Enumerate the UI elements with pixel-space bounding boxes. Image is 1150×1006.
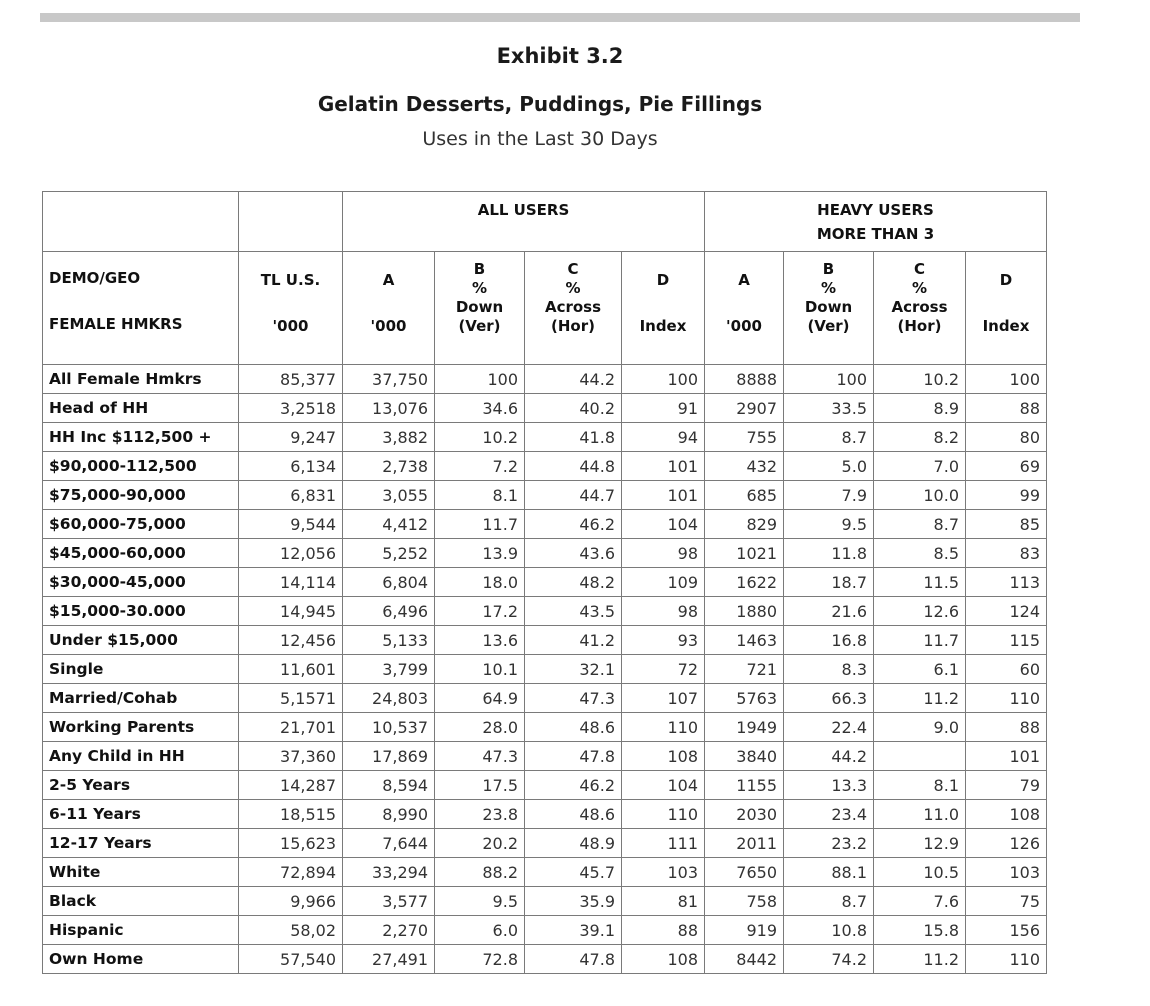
all-d-cell: 93	[622, 626, 705, 655]
heavy-b-cell: 66.3	[784, 684, 874, 713]
heavy-c-cell: 7.0	[874, 452, 966, 481]
heavy-c-cell: 10.5	[874, 858, 966, 887]
heavy-d-cell: 108	[966, 800, 1047, 829]
tl-us-cell: 12,056	[239, 539, 343, 568]
all-c-cell: 44.2	[525, 365, 622, 394]
heavy-b-cell: 8.3	[784, 655, 874, 684]
row-label: Under $15,000	[43, 626, 239, 655]
tl-us-cell: 3,2518	[239, 394, 343, 423]
heavy-a-cell: 685	[705, 481, 784, 510]
heavy-d-cell: 88	[966, 394, 1047, 423]
tl-us-header: TL U.S. '000	[239, 252, 343, 365]
heavy-d-cell: 85	[966, 510, 1047, 539]
heavy-b-cell: 7.9	[784, 481, 874, 510]
tl-us-cell: 85,377	[239, 365, 343, 394]
all-d-cell: 110	[622, 800, 705, 829]
heavy-b-cell: 23.4	[784, 800, 874, 829]
heavy-c-cell: 10.0	[874, 481, 966, 510]
all-d-cell: 107	[622, 684, 705, 713]
row-label: 6-11 Years	[43, 800, 239, 829]
heavy-d-cell: 115	[966, 626, 1047, 655]
all-c-cell: 47.8	[525, 742, 622, 771]
row-label: $30,000-45,000	[43, 568, 239, 597]
heavy-a-cell: 755	[705, 423, 784, 452]
all-b-cell: 47.3	[435, 742, 525, 771]
all-d-cell: 98	[622, 597, 705, 626]
all-c-cell: 48.6	[525, 800, 622, 829]
table-subtitle: Uses in the Last 30 Days	[422, 128, 658, 150]
all-c-cell: 48.2	[525, 568, 622, 597]
heavy-a-cell: 1463	[705, 626, 784, 655]
heavy-c-cell: 11.0	[874, 800, 966, 829]
heavy-a-cell: 7650	[705, 858, 784, 887]
tl-us-cell: 5,1571	[239, 684, 343, 713]
all-d-cell: 110	[622, 713, 705, 742]
heavy-a-cell: 1880	[705, 597, 784, 626]
all-d-cell: 72	[622, 655, 705, 684]
heavy-c-cell: 11.5	[874, 568, 966, 597]
all-a-cell: 6,804	[343, 568, 435, 597]
tl-us-cell: 72,894	[239, 858, 343, 887]
all-a-cell: 3,055	[343, 481, 435, 510]
all-c-cell: 41.8	[525, 423, 622, 452]
all-c-cell: 43.5	[525, 597, 622, 626]
all-d-header: D Index	[622, 252, 705, 365]
all-b-cell: 100	[435, 365, 525, 394]
row-label: 12-17 Years	[43, 829, 239, 858]
all-b-cell: 10.2	[435, 423, 525, 452]
all-c-cell: 46.2	[525, 771, 622, 800]
heavy-b-cell: 5.0	[784, 452, 874, 481]
all-b-cell: 13.6	[435, 626, 525, 655]
all-d-cell: 94	[622, 423, 705, 452]
table-row	[43, 916, 1047, 945]
table-row	[43, 481, 1047, 510]
all-b-cell: 34.6	[435, 394, 525, 423]
heavy-b-cell: 18.7	[784, 568, 874, 597]
all-c-cell: 44.8	[525, 452, 622, 481]
heavy-d-cell: 99	[966, 481, 1047, 510]
row-label: All Female Hmkrs	[43, 365, 239, 394]
exhibit-label: Exhibit 3.2	[496, 44, 624, 68]
all-b-cell: 17.5	[435, 771, 525, 800]
heavy-a-cell: 8442	[705, 945, 784, 974]
heavy-d-cell: 80	[966, 423, 1047, 452]
heavy-a-cell: 829	[705, 510, 784, 539]
all-a-cell: 27,491	[343, 945, 435, 974]
heavy-b-cell: 74.2	[784, 945, 874, 974]
heavy-d-cell: 75	[966, 887, 1047, 916]
row-label: 2-5 Years	[43, 771, 239, 800]
all-a-cell: 4,412	[343, 510, 435, 539]
heavy-c-cell: 8.7	[874, 510, 966, 539]
all-d-cell: 108	[622, 742, 705, 771]
heavy-b-header: B % Down (Ver)	[784, 252, 874, 365]
table-row	[43, 771, 1047, 800]
heavy-a-cell: 1622	[705, 568, 784, 597]
heavy-d-cell: 60	[966, 655, 1047, 684]
tl-us-cell: 21,701	[239, 713, 343, 742]
tl-us-cell: 18,515	[239, 800, 343, 829]
all-c-cell: 39.1	[525, 916, 622, 945]
tl-us-cell: 37,360	[239, 742, 343, 771]
heavy-a-cell: 2030	[705, 800, 784, 829]
all-a-cell: 6,496	[343, 597, 435, 626]
all-c-cell: 44.7	[525, 481, 622, 510]
heavy-a-cell: 919	[705, 916, 784, 945]
heavy-d-cell: 69	[966, 452, 1047, 481]
all-c-cell: 48.9	[525, 829, 622, 858]
heavy-b-cell: 33.5	[784, 394, 874, 423]
row-label: Hispanic	[43, 916, 239, 945]
all-b-cell: 18.0	[435, 568, 525, 597]
heavy-a-cell: 1949	[705, 713, 784, 742]
heavy-c-cell: 11.2	[874, 684, 966, 713]
heavy-c-cell: 8.2	[874, 423, 966, 452]
all-d-cell: 104	[622, 510, 705, 539]
heavy-a-cell: 1155	[705, 771, 784, 800]
all-d-cell: 91	[622, 394, 705, 423]
heavy-c-cell: 11.2	[874, 945, 966, 974]
heavy-c-cell: 8.5	[874, 539, 966, 568]
all-d-cell: 101	[622, 452, 705, 481]
heavy-d-cell: 124	[966, 597, 1047, 626]
heavy-c-cell: 12.9	[874, 829, 966, 858]
row-label: $90,000-112,500	[43, 452, 239, 481]
all-a-cell: 2,738	[343, 452, 435, 481]
heavy-a-cell: 2011	[705, 829, 784, 858]
heavy-c-header: C % Across (Hor)	[874, 252, 966, 365]
all-a-cell: 24,803	[343, 684, 435, 713]
all-b-cell: 13.9	[435, 539, 525, 568]
all-d-cell: 111	[622, 829, 705, 858]
table-row	[43, 829, 1047, 858]
row-label: $45,000-60,000	[43, 539, 239, 568]
all-a-cell: 5,252	[343, 539, 435, 568]
all-d-cell: 101	[622, 481, 705, 510]
row-label: White	[43, 858, 239, 887]
all-d-cell: 88	[622, 916, 705, 945]
heavy-a-cell: 2907	[705, 394, 784, 423]
table-row	[43, 394, 1047, 423]
heavy-b-cell: 23.2	[784, 829, 874, 858]
heavy-d-cell: 100	[966, 365, 1047, 394]
demo-geo-header: DEMO/GEO FEMALE HMKRS	[43, 252, 239, 365]
tl-us-cell: 15,623	[239, 829, 343, 858]
table-title: Gelatin Desserts, Puddings, Pie Fillings	[317, 92, 763, 116]
heavy-c-cell: 10.2	[874, 365, 966, 394]
heavy-b-cell: 44.2	[784, 742, 874, 771]
tl-us-cell: 11,601	[239, 655, 343, 684]
all-c-cell: 46.2	[525, 510, 622, 539]
all-a-cell: 37,750	[343, 365, 435, 394]
heavy-c-cell: 8.9	[874, 394, 966, 423]
all-users-header: ALL USERS	[343, 192, 705, 252]
blank-header-cell	[239, 192, 343, 252]
all-d-cell: 98	[622, 539, 705, 568]
all-c-cell: 40.2	[525, 394, 622, 423]
all-a-cell: 17,869	[343, 742, 435, 771]
all-d-cell: 103	[622, 858, 705, 887]
row-label: HH Inc $112,500 +	[43, 423, 239, 452]
heavy-d-cell: 103	[966, 858, 1047, 887]
all-b-cell: 8.1	[435, 481, 525, 510]
row-label: $75,000-90,000	[43, 481, 239, 510]
row-label: $60,000-75,000	[43, 510, 239, 539]
heavy-b-cell: 88.1	[784, 858, 874, 887]
heavy-b-cell: 10.8	[784, 916, 874, 945]
all-d-cell: 104	[622, 771, 705, 800]
all-c-cell: 47.8	[525, 945, 622, 974]
heavy-c-cell: 6.1	[874, 655, 966, 684]
heavy-a-cell: 432	[705, 452, 784, 481]
tl-us-cell: 14,945	[239, 597, 343, 626]
tl-us-cell: 12,456	[239, 626, 343, 655]
heavy-b-cell: 9.5	[784, 510, 874, 539]
all-b-cell: 10.1	[435, 655, 525, 684]
heavy-d-cell: 88	[966, 713, 1047, 742]
all-d-cell: 109	[622, 568, 705, 597]
all-c-cell: 47.3	[525, 684, 622, 713]
table-row	[43, 452, 1047, 481]
all-c-cell: 48.6	[525, 713, 622, 742]
heavy-d-cell: 101	[966, 742, 1047, 771]
all-a-cell: 10,537	[343, 713, 435, 742]
all-b-cell: 23.8	[435, 800, 525, 829]
heavy-a-header: A '000	[705, 252, 784, 365]
heavy-c-cell: 12.6	[874, 597, 966, 626]
row-label: Own Home	[43, 945, 239, 974]
heavy-a-cell: 758	[705, 887, 784, 916]
heavy-a-cell: 8888	[705, 365, 784, 394]
tl-us-cell: 14,114	[239, 568, 343, 597]
all-a-header: A '000	[343, 252, 435, 365]
heavy-c-cell	[874, 742, 966, 771]
row-label: Single	[43, 655, 239, 684]
heavy-c-cell: 15.8	[874, 916, 966, 945]
row-label: Head of HH	[43, 394, 239, 423]
all-d-cell: 100	[622, 365, 705, 394]
row-label: Working Parents	[43, 713, 239, 742]
all-b-cell: 6.0	[435, 916, 525, 945]
all-b-cell: 17.2	[435, 597, 525, 626]
all-b-header: B % Down (Ver)	[435, 252, 525, 365]
all-b-cell: 64.9	[435, 684, 525, 713]
table-row	[43, 945, 1047, 974]
heavy-a-cell: 3840	[705, 742, 784, 771]
heavy-c-cell: 11.7	[874, 626, 966, 655]
table-row	[43, 742, 1047, 771]
all-b-cell: 28.0	[435, 713, 525, 742]
heavy-b-cell: 22.4	[784, 713, 874, 742]
top-rule	[40, 13, 1080, 22]
row-label: Black	[43, 887, 239, 916]
heavy-a-cell: 721	[705, 655, 784, 684]
all-b-cell: 20.2	[435, 829, 525, 858]
heavy-b-cell: 13.3	[784, 771, 874, 800]
group-header-row	[43, 192, 1047, 252]
row-label: Married/Cohab	[43, 684, 239, 713]
heavy-b-cell: 21.6	[784, 597, 874, 626]
heavy-d-cell: 83	[966, 539, 1047, 568]
all-a-cell: 3,882	[343, 423, 435, 452]
all-c-header: C % Across (Hor)	[525, 252, 622, 365]
table-row	[43, 800, 1047, 829]
heavy-d-cell: 110	[966, 945, 1047, 974]
tl-us-cell: 58,02	[239, 916, 343, 945]
table-row	[43, 568, 1047, 597]
heavy-c-cell: 7.6	[874, 887, 966, 916]
tl-us-cell: 14,287	[239, 771, 343, 800]
tl-us-cell: 57,540	[239, 945, 343, 974]
data-table	[42, 191, 1047, 974]
all-d-cell: 108	[622, 945, 705, 974]
all-a-cell: 8,594	[343, 771, 435, 800]
table-row	[43, 423, 1047, 452]
all-d-cell: 81	[622, 887, 705, 916]
all-a-cell: 3,577	[343, 887, 435, 916]
heavy-d-cell: 156	[966, 916, 1047, 945]
heavy-d-cell: 110	[966, 684, 1047, 713]
heavy-d-cell: 79	[966, 771, 1047, 800]
all-a-cell: 5,133	[343, 626, 435, 655]
row-label: $15,000-30.000	[43, 597, 239, 626]
all-a-cell: 2,270	[343, 916, 435, 945]
all-c-cell: 45.7	[525, 858, 622, 887]
all-b-cell: 11.7	[435, 510, 525, 539]
table-row	[43, 365, 1047, 394]
all-c-cell: 32.1	[525, 655, 622, 684]
all-c-cell: 41.2	[525, 626, 622, 655]
table-row	[43, 539, 1047, 568]
table-row	[43, 626, 1047, 655]
all-a-cell: 13,076	[343, 394, 435, 423]
all-a-cell: 33,294	[343, 858, 435, 887]
all-a-cell: 3,799	[343, 655, 435, 684]
table-row	[43, 510, 1047, 539]
all-a-cell: 7,644	[343, 829, 435, 858]
heavy-d-cell: 113	[966, 568, 1047, 597]
heavy-b-cell: 11.8	[784, 539, 874, 568]
table-row	[43, 858, 1047, 887]
heavy-a-cell: 5763	[705, 684, 784, 713]
all-b-cell: 9.5	[435, 887, 525, 916]
heavy-b-cell: 16.8	[784, 626, 874, 655]
table-row	[43, 713, 1047, 742]
heavy-users-header: HEAVY USERS MORE THAN 3	[705, 192, 1047, 252]
all-c-cell: 35.9	[525, 887, 622, 916]
row-label: Any Child in HH	[43, 742, 239, 771]
all-b-cell: 7.2	[435, 452, 525, 481]
heavy-d-header: D Index	[966, 252, 1047, 365]
all-a-cell: 8,990	[343, 800, 435, 829]
all-b-cell: 72.8	[435, 945, 525, 974]
heavy-c-cell: 9.0	[874, 713, 966, 742]
blank-header-cell	[43, 192, 239, 252]
tl-us-cell: 9,544	[239, 510, 343, 539]
heavy-b-cell: 8.7	[784, 887, 874, 916]
heavy-a-cell: 1021	[705, 539, 784, 568]
heavy-c-cell: 8.1	[874, 771, 966, 800]
tl-us-cell: 9,966	[239, 887, 343, 916]
heavy-b-cell: 100	[784, 365, 874, 394]
heavy-d-cell: 126	[966, 829, 1047, 858]
all-c-cell: 43.6	[525, 539, 622, 568]
tl-us-cell: 6,134	[239, 452, 343, 481]
heavy-b-cell: 8.7	[784, 423, 874, 452]
tl-us-cell: 9,247	[239, 423, 343, 452]
table-row	[43, 887, 1047, 916]
table-row	[43, 655, 1047, 684]
table-row	[43, 684, 1047, 713]
all-b-cell: 88.2	[435, 858, 525, 887]
table-row	[43, 597, 1047, 626]
tl-us-cell: 6,831	[239, 481, 343, 510]
column-header-row	[43, 252, 1047, 365]
